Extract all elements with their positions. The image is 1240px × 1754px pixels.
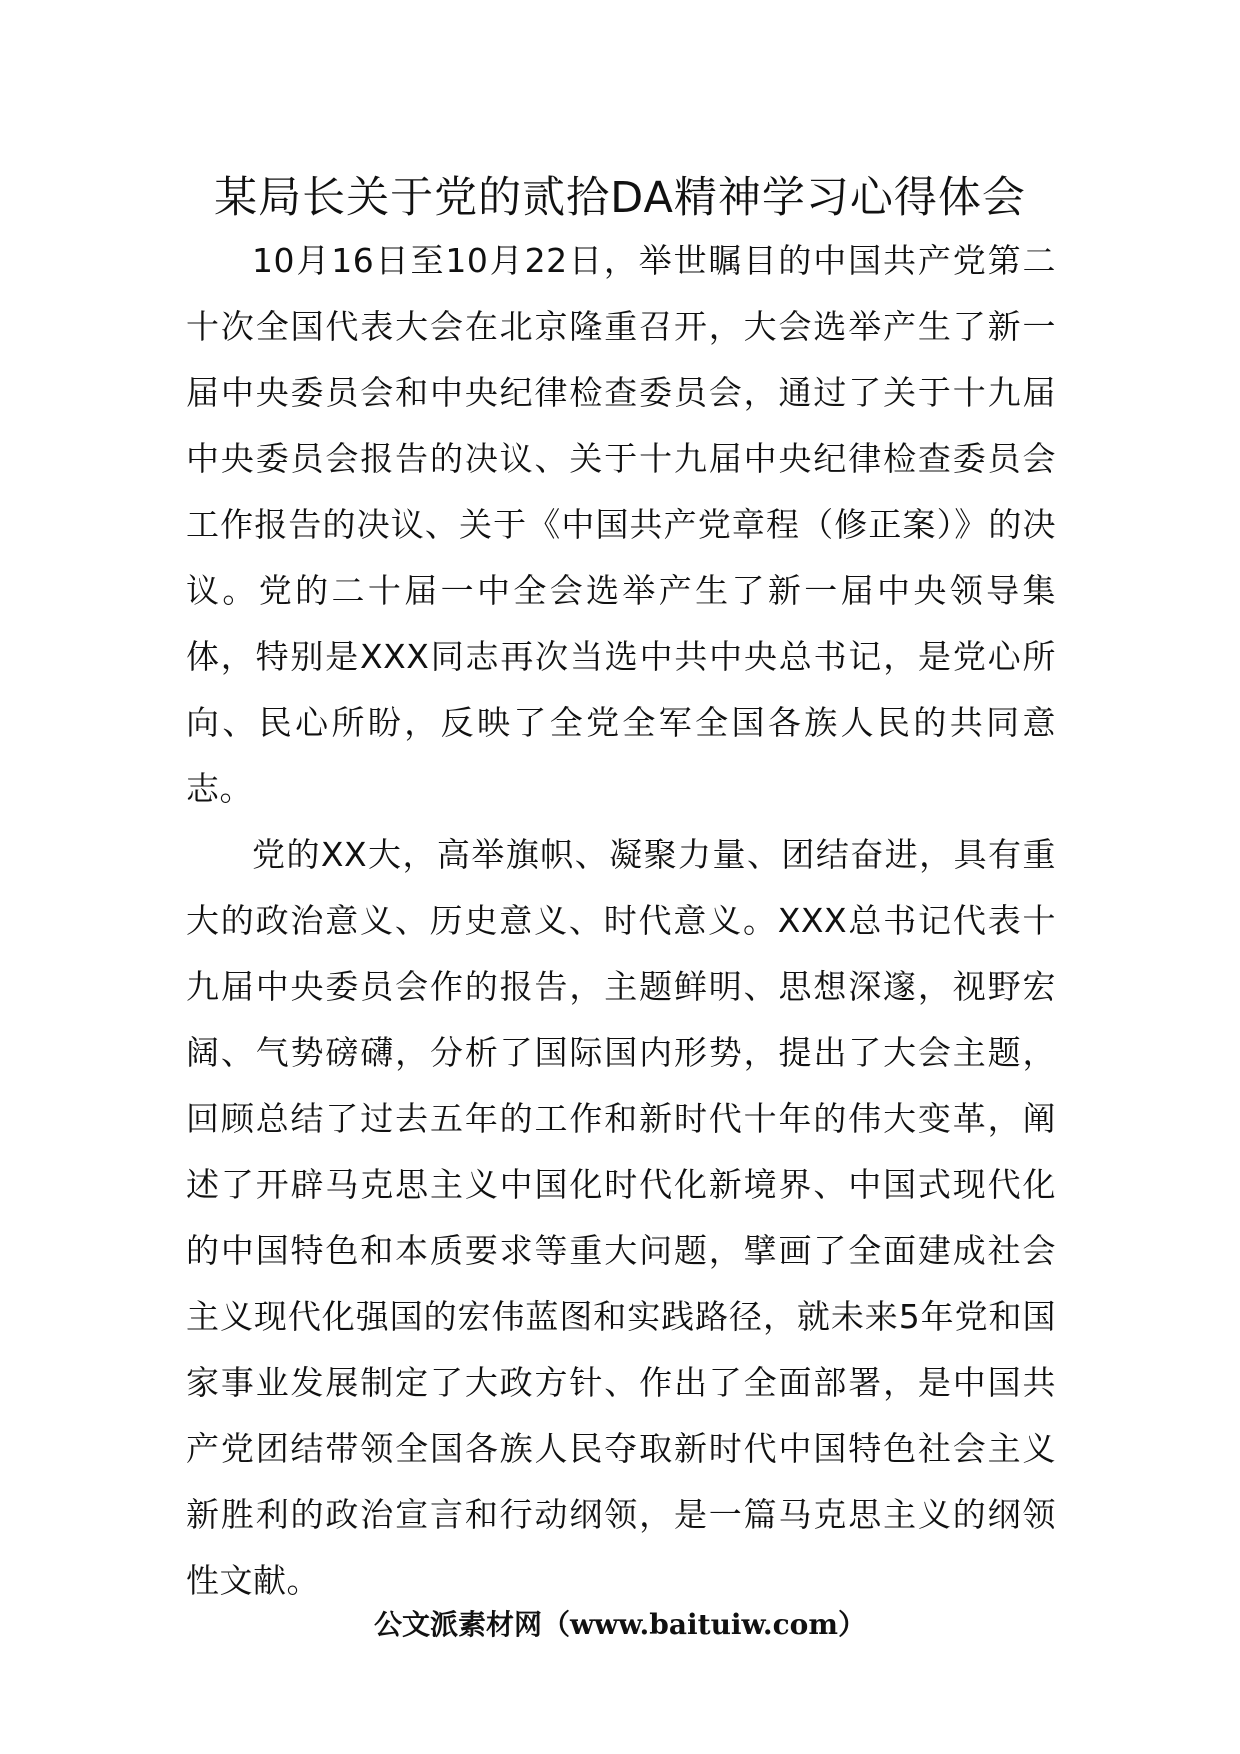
- paragraph-1: 10月16日至10月22日，举世瞩目的中国共产党第二十次全国代表大会在北京隆重召开，大会选举产生了新一届中央委员会和中央纪律检查委员会，通过了关于十九届中央委员会报告的决议、关于十九届中央纪律检查委员会工作报告的决议、关于《中国共产党章程（修正案）》的决议。党的二十届一中全会选举产生了新一届中央领导集体，特别是XXX同志再次当选中共中央总书记，是党心所向、民心所盼，反映了全党全军全国各族人民的共同意志。: [186, 241, 1056, 808]
- paragraph-2: 党的XX大，高举旗帜、凝聚力量、团结奋进，具有重大的政治意义、历史意义、时代意义。XXX总书记代表十九届中央委员会作的报告，主题鲜明、思想深邃，视野宏阔、气势磅礴，分析了国际国内形势，提出了大会主题，回顾总结了过去五年的工作和新时代十年的伟大变革，阐述了开辟马克思主义中国化时代化新境界、中国式现代化的中国特色和本质要求等重大问题，擘画了全面建成社会主义现代化强国的宏伟蓝图和实践路径，就未来5年党和国家事业发展制定了大政方针、作出了全面部署，是中国共产党团结带领全国各族人民夺取新时代中国特色社会主义新胜利的政治宣言和行动纲领，是一篇马克思主义的纲领性文献。: [186, 835, 1056, 1600]
- document-title: 某局长关于党的贰拾DA精神学习心得体会: [214, 173, 1026, 223]
- footer-watermark: 公文派素材网（www.baituiw.com）: [374, 1608, 866, 1641]
- document-body: [186, 228, 1056, 1614]
